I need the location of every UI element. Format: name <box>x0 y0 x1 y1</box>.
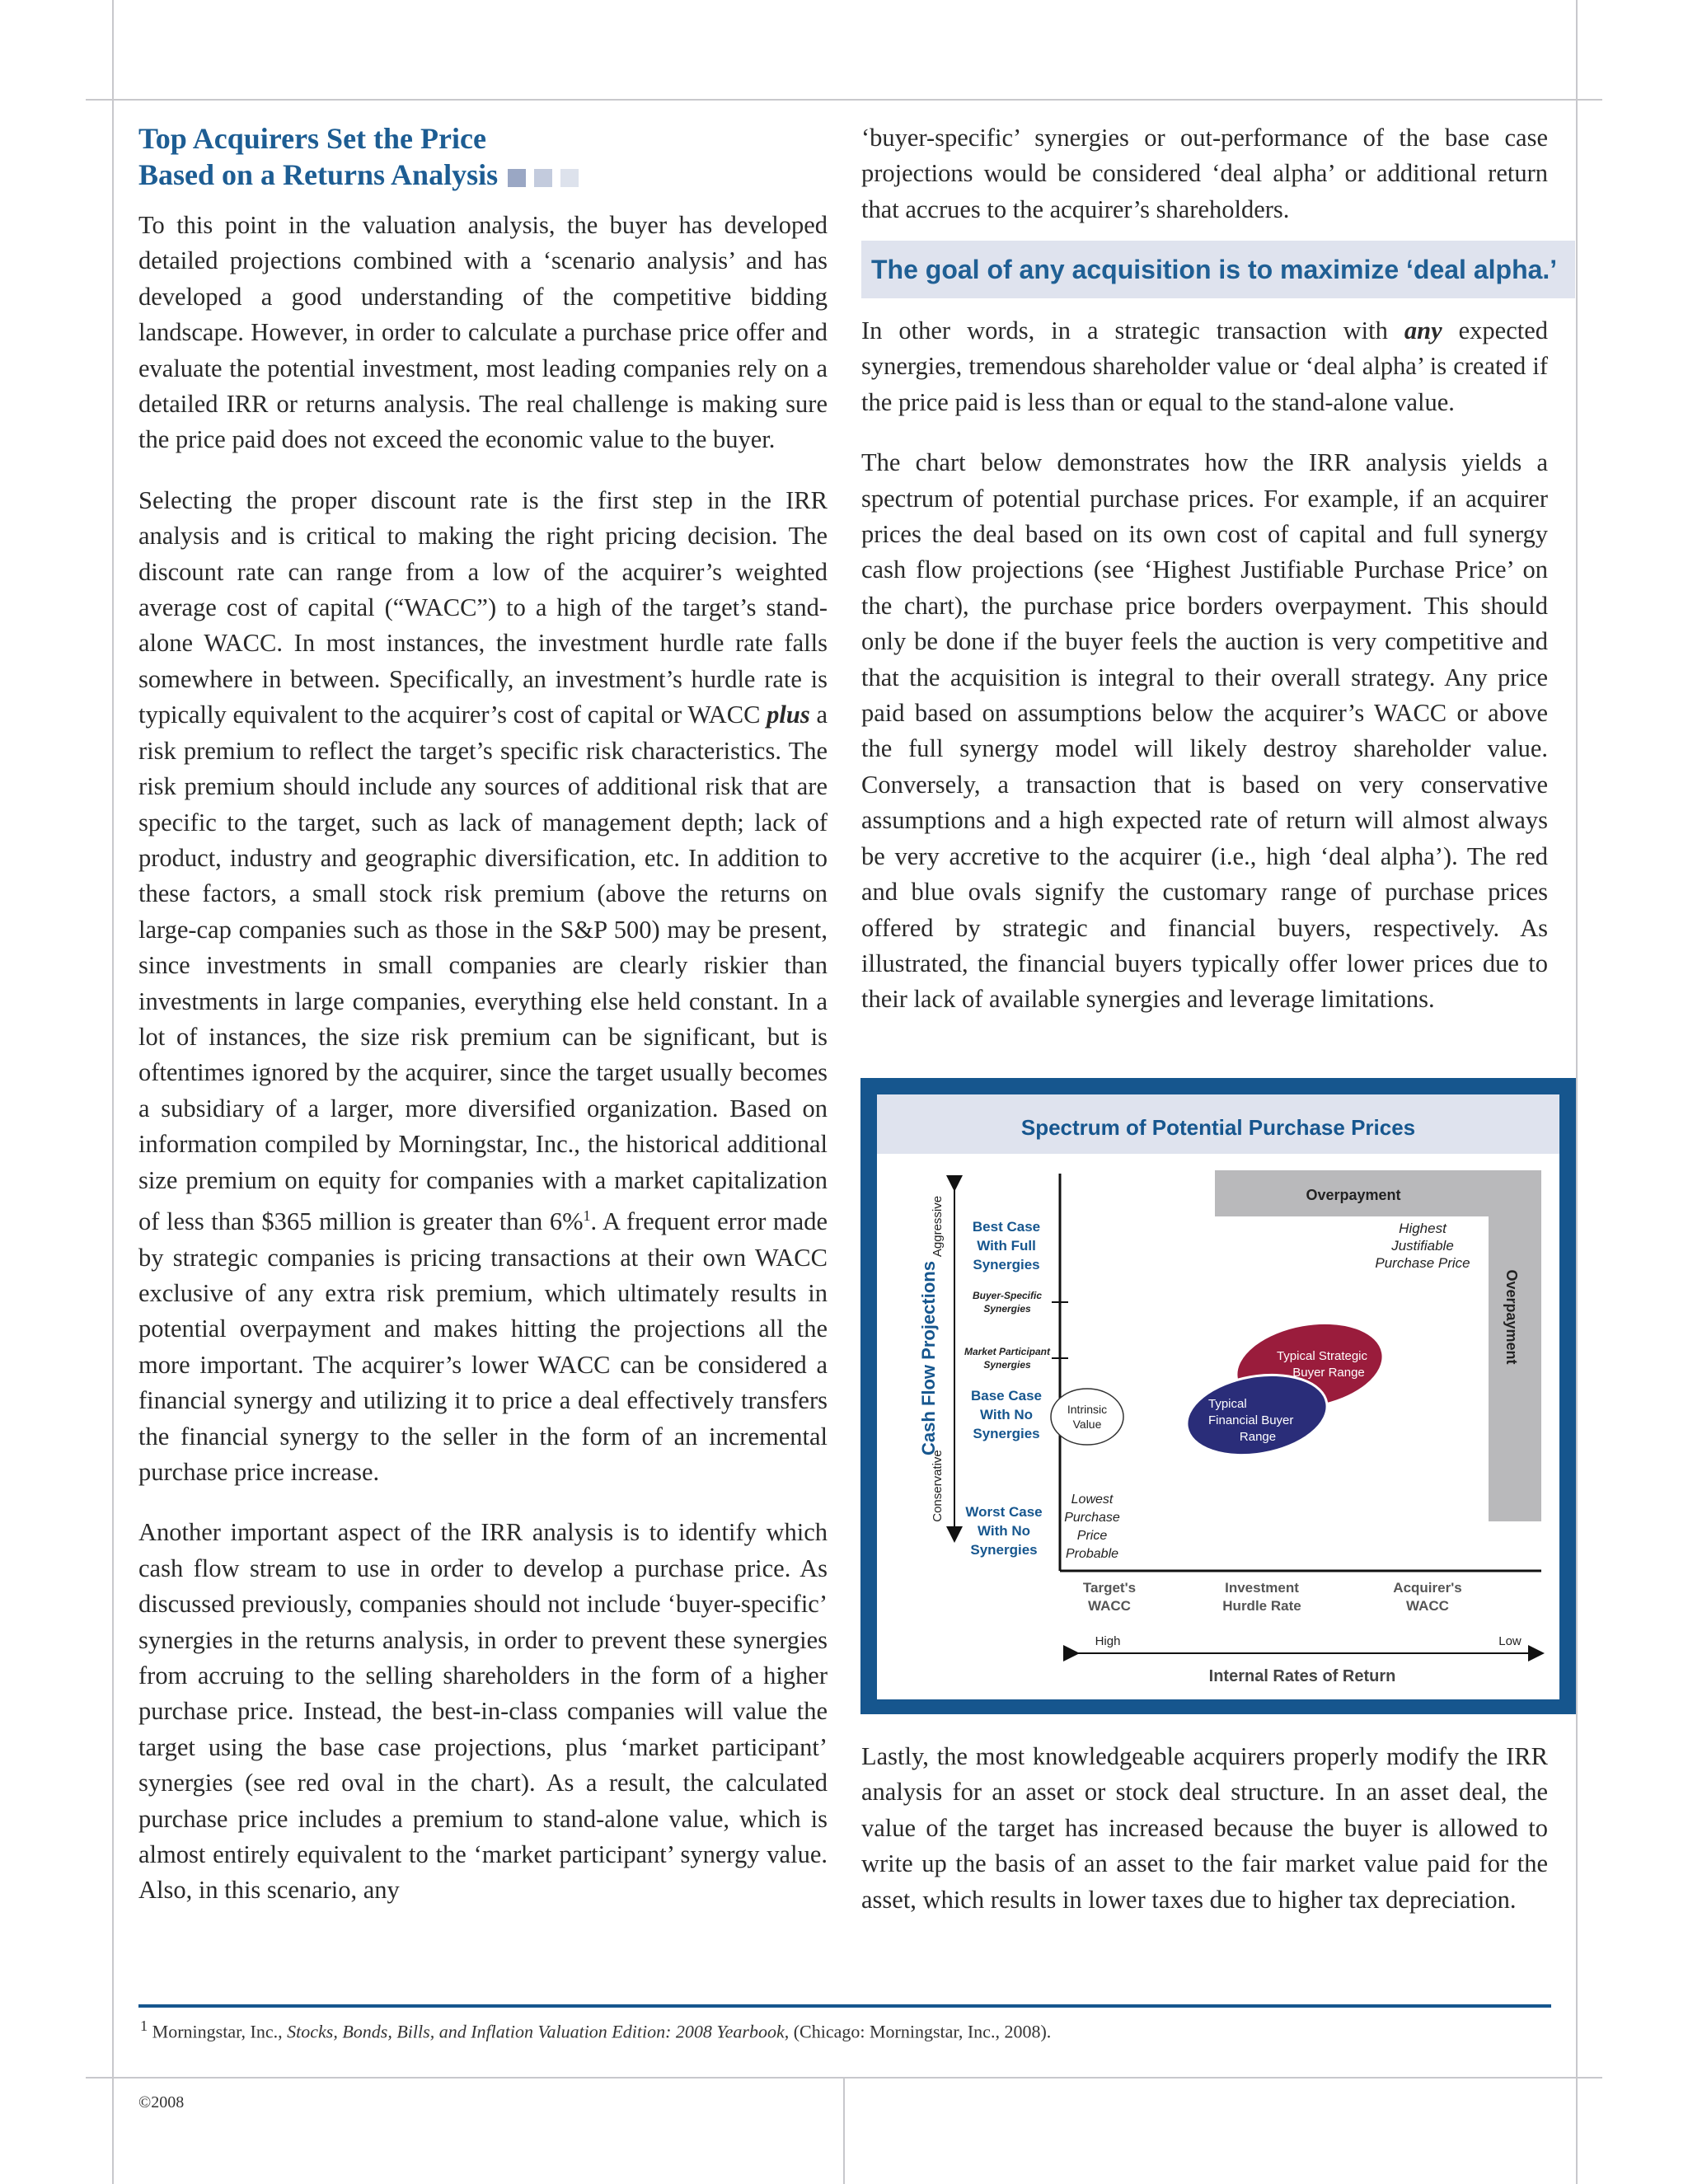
any-emphasis: any <box>1404 316 1442 344</box>
chart-canvas <box>877 1094 1559 1699</box>
right-paragraph-3: The chart below demonstrates how the IRR analysis yields a spectrum of potential purchase prices. For example, if an acquirer prices the deal based on its own cost of capital and full synergy cash flow projections (see ‘Highest Justifiable Purchase Price’ on the chart), the purchase price borders overpayment. This should only be done if the buyer feels the auction is very competitive and that the acquisition is integral to their overall strategy. Any price paid based on assumptions below the acquirer’s WACC or above the full synergy model will likely destroy shareholder value. Conversely, a transaction that is based on very conservative assumptions and a high expected rate of return will almost always be very accretive to the acquirer (i.e., high ‘deal alpha’). The red and blue ovals signify the customary range of purchase prices offered by strategic and financial buyers, respectively. As illustrated, the financial buyers typically offer lower prices due to their lack of available synergies and leverage limitations. <box>861 448 1548 1014</box>
lowest-1: Lowest <box>1071 1493 1114 1507</box>
heading-line-2 <box>138 157 828 193</box>
footnote-ref: 1 <box>583 1207 591 1224</box>
x-target-wacc-2: WACC <box>1088 1598 1131 1614</box>
chart-title: Spectrum of Potential Purchase Prices <box>1020 1115 1416 1140</box>
highest-label-3: Purchase Price <box>1375 1255 1470 1271</box>
deal-alpha-callout: The goal of any acquisition is to maximize ‘deal alpha.’ <box>861 241 1575 298</box>
overpayment-side-label: Overpayment <box>1503 1269 1520 1365</box>
base-case-3: Synergies <box>973 1426 1040 1441</box>
para2-middle: a risk premium to reflect the target’s specific risk characteristics. The risk premium should include any sources of additional risk that are specific to the target, such as lack of management depth; lack of product, industry and geographic diversification, etc. In addition to these factors, a small stock risk premium (above the returns on large-cap companies such as those in the S&P 500) may be present, since investments in small companies are clearly riskier than investments in large companies, everything else held constant. In a lot of instances, the size risk premium can be significant, but is oftentimes ignored by the acquirer, since the target usually becomes a subsidiary of a larger, more diversified organization. Based on information compiled by Morningstar, Inc., the historical additional size premium on equity for companies with a market capitalization of less than $365 million is greater than 6% <box>138 701 828 1236</box>
financial-label-3: Range <box>1239 1430 1277 1444</box>
heading-line-1: Top Acquirers Set the Price <box>138 122 486 155</box>
buyer-specific-2: Synergies <box>983 1303 1031 1315</box>
financial-label-1: Typical <box>1208 1397 1247 1411</box>
footnote-lead: Morningstar, Inc., <box>148 2021 288 2042</box>
left-paragraph-2 <box>138 483 828 1491</box>
best-case-3: Synergies <box>973 1257 1040 1272</box>
right-paragraph-2 <box>861 313 1548 420</box>
market-participant-2: Synergies <box>983 1359 1031 1371</box>
right-column-bottom <box>861 1739 1548 1943</box>
buyer-specific-1: Buyer-Specific <box>972 1290 1043 1301</box>
left-paragraph-1: To this point in the valuation analysis, the buyer has developed detailed projections combined with a ‘scenario analysis’ and has developed a good understanding of the competitive bidding landscape. However, in order to calculate a purchase price offer and evaluate the potential investment, most leading companies rely on a detailed IRR or returns analysis. The real challenge is making sure the price paid does not exceed the economic value to the buyer. <box>138 211 828 454</box>
strategic-label-1: Typical Strategic <box>1276 1349 1368 1363</box>
footnote-title: Stocks, Bonds, Bills, and Inflation Valuation Edition: 2008 Yearbook <box>287 2021 785 2042</box>
worst-case-1: Worst Case <box>965 1504 1043 1520</box>
left-paragraph-3: Another important aspect of the IRR analysis is to identify which cash flow stream to use in order to develop a purchase price. As discussed previously, companies should not include ‘buyer-specific’ synergies in the returns analysis, in order to prevent these synergies from accruing to the selling shareholders in the form of a higher purchase price. Instead, the best-in-class companies will value the target using the base case projections, plus ‘market participant’ synergies (see red oval in the chart). As a result, the calculated purchase price includes a premium to stand-alone value, which is almost entirely equivalent to the ‘market participant’ synergy value. Also, in this scenario, any <box>138 1518 828 1905</box>
plus-emphasis: plus <box>767 701 810 729</box>
footnote-divider <box>138 2004 1551 2008</box>
right-p2-lead: In other words, in a strategic transaction with <box>861 316 1404 344</box>
footnote-tail: , (Chicago: Morningstar, Inc., 2008). <box>784 2021 1052 2042</box>
left-column <box>138 120 828 1933</box>
strategic-label-2: Buyer Range <box>1292 1366 1365 1380</box>
frame-right-line <box>1576 0 1578 2184</box>
right-paragraph-4: Lastly, the most knowledgeable acquirers properly modify the IRR analysis for an asset or stock deal structure. In an asset deal, the value of the target has increased because the buyer is allowed to write up the basis of an asset to the fair market value paid for the asset, which results in lower taxes due to higher tax depreciation. <box>861 1742 1548 1914</box>
square-icon-2 <box>534 169 552 187</box>
para2-tail: . A frequent error made by strategic companies is pricing transactions at their own WACC exclusive of any extra risk premium, which ultimately results in potential overpayment and makes hitting the projections all the more important. The acquirer’s lower WACC can be considered a financial synergy and utilizing it to price a deal effectively transfers the financial synergy to the seller in the form of an incremental purchase price increase. <box>138 1207 828 1486</box>
right-column-top <box>861 120 1548 252</box>
best-case-2: With Full <box>977 1238 1036 1254</box>
worst-case-3: Synergies <box>970 1542 1038 1558</box>
right-paragraph-1: ‘buyer-specific’ synergies or out-performance of the base case projections would be considered ‘deal alpha’ or additional return that accrues to the acquirer’s shareholders. <box>861 124 1548 223</box>
copyright: ©2008 <box>138 2093 185 2111</box>
x-acquirer-wacc-1: Acquirer's <box>1393 1580 1462 1596</box>
heading-line-2-text: Based on a Returns Analysis <box>138 158 499 191</box>
frame-top-line <box>86 99 1602 101</box>
footnote <box>140 2018 1051 2042</box>
x-hurdle-2: Hurdle Rate <box>1222 1598 1301 1614</box>
intrinsic-2: Value <box>1072 1418 1102 1431</box>
best-case-1: Best Case <box>972 1219 1041 1235</box>
intrinsic-value-oval <box>1051 1389 1123 1445</box>
footnote-marker: 1 <box>140 2018 148 2034</box>
y-aggressive-label: Aggressive <box>931 1195 945 1258</box>
highest-label-2: Justifiable <box>1391 1238 1454 1254</box>
purchase-price-chart <box>860 1078 1576 1714</box>
overpayment-top-label: Overpayment <box>1306 1187 1401 1203</box>
frame-center-line <box>843 2077 845 2184</box>
frame-left-line <box>112 0 114 2184</box>
x-low-label: Low <box>1498 1634 1522 1648</box>
y-conservative-label: Conservative <box>931 1450 945 1522</box>
base-case-1: Base Case <box>970 1388 1043 1404</box>
lowest-4: Probable <box>1065 1547 1119 1561</box>
worst-case-2: With No <box>977 1523 1031 1539</box>
financial-label-2: Financial Buyer <box>1208 1413 1294 1427</box>
intrinsic-1: Intrinsic <box>1067 1403 1108 1416</box>
square-icon-3 <box>560 169 579 187</box>
right-p2-tail: expected synergies, tremendous shareholder value or ‘deal alpha’ is created if the price paid is less than or equal to the stand-alone value. <box>861 316 1549 416</box>
section-heading <box>138 120 828 193</box>
x-hurdle-1: Investment <box>1225 1580 1299 1596</box>
x-acquirer-wacc-2: WACC <box>1406 1598 1449 1614</box>
x-axis-title: Internal Rates of Return <box>1208 1667 1396 1685</box>
chart-svg <box>877 1094 1559 1699</box>
market-participant-1: Market Participant <box>964 1346 1051 1357</box>
x-high-label: High <box>1095 1634 1121 1648</box>
highest-label-1: Highest <box>1399 1221 1447 1236</box>
x-target-wacc-1: Target's <box>1082 1580 1137 1596</box>
base-case-2: With No <box>979 1407 1034 1422</box>
lowest-3: Price <box>1076 1529 1108 1543</box>
square-icon-1 <box>508 169 526 187</box>
y-axis-title: Cash Flow Projections <box>918 1261 939 1455</box>
para2-lead: Selecting the proper discount rate is the first step in the IRR analysis and is critical to making the right pricing decision. The discount rate can range from a low of the acquirer’s weighted average cost of capital (“WACC”) to a high of the target’s stand-alone WACC. In most instances, the investment hurdle rate falls somewhere in between. Specifically, an investment’s hurdle rate is typically equivalent to the acquirer’s cost of capital or WACC <box>138 485 828 729</box>
lowest-2: Purchase <box>1064 1511 1120 1525</box>
right-column-middle <box>861 313 1548 1043</box>
